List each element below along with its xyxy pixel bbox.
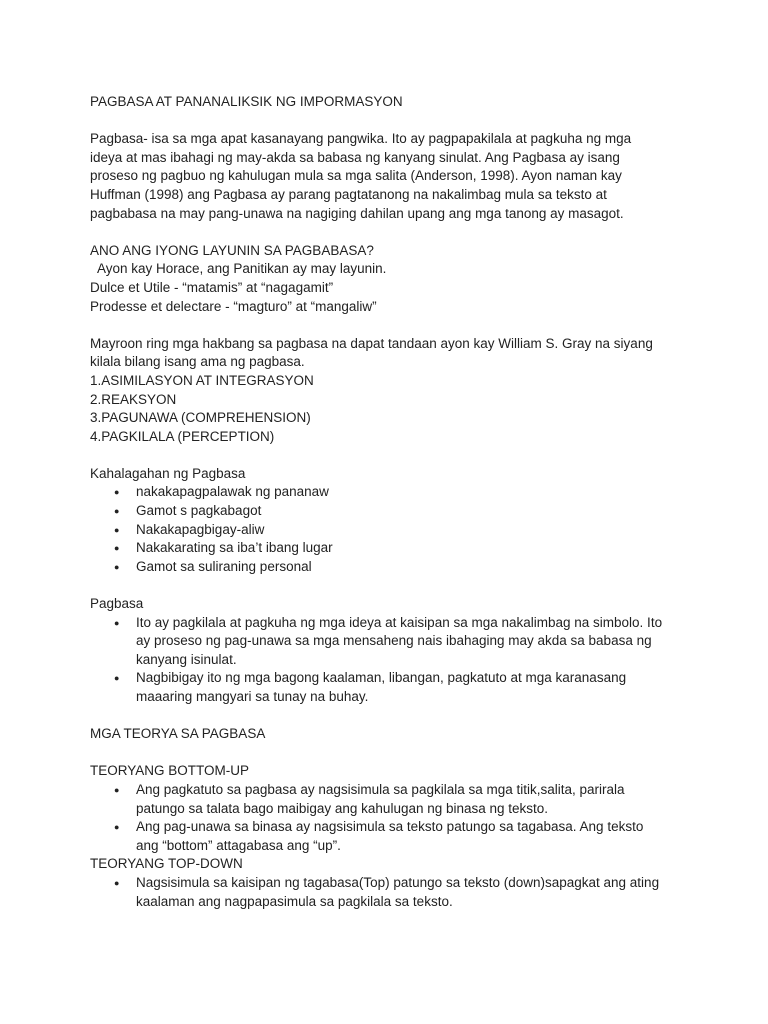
list-item [90,614,690,670]
step-item: 4.PAGKILALA (PERCEPTION) [90,428,275,444]
item-line: Nagbibigay ito ng mga bagong kaalaman, libangan, pagkatuto at mga karanasang [136,670,627,686]
step-item: 1.ASIMILASYON AT INTEGRASYON [90,372,314,388]
teorya-heading: MGA TEORYA SA PAGBASA [90,726,266,742]
list-item [90,818,690,855]
prodesse-line: Prodesse et delectare - “magturo” at “mangaliw” [90,298,377,314]
list-item: ● Gamot sa suliraning personal [90,558,690,577]
list-item: ● nakakapagpalawak ng pananaw [90,483,690,502]
document-body [90,93,690,911]
item-line: ang “bottom” attagabasa ang “up”. [136,837,341,853]
kahalagahan-heading: Kahalagahan ng Pagbasa [90,465,246,481]
step-item: 2.REAKSYON [90,391,177,407]
text-line: ideya at mas ibahagi ng may-akda sa babasa ng kanyang sinulat. Ang Pagbasa ay isang [90,149,620,165]
dulce-line: Dulce et Utile - “matamis” at “nagagamit” [90,279,334,295]
item-line: Ang pagkatuto sa pagbasa ay nagsisimula sa pagkilala sa mga titik,salita, parirala [136,781,625,797]
list-item: ● Gamot s pagkabagot [90,502,690,521]
item-line: ay proseso ng pag-unawa sa mga mensaheng nais ibahaging may akda sa babasa ng [136,633,652,649]
bottomup-heading: TEORYANG BOTTOM-UP [90,763,250,779]
item-line: Ang pag-unawa sa binasa ay nagsisimula sa teksto patungo sa tagabasa. Ang teksto [136,819,644,835]
list-item [90,669,690,706]
text-line: kilala bilang isang ama ng pagbasa. [90,354,305,370]
kahalagahan-list [90,483,690,576]
intro-paragraph [90,130,690,223]
hakbang-paragraph [90,335,690,372]
item-line: Ito ay pagkilala at pagkuha ng mga ideya at kaisipan sa mga nakalimbag na simbolo. Ito [136,614,663,630]
text-line: Pagbasa- isa sa mga apat kasanayang pangwika. Ito ay pagpapakilala at pagkuha ng mga [90,131,632,147]
item-line: Nagsisimula sa kaisipan ng tagabasa(Top) patungo sa teksto (down)sapagkat ang ating [136,874,660,890]
item-line: maaaring mangyari sa tunay na buhay. [136,689,369,704]
list-item [90,874,690,911]
text-line: pagbabasa na may pang-unawa na nagiging dahilan upang ang mga tanong ay masagot. [90,205,624,221]
item-line: kaalaman ang nagpapasimula sa pagkilala sa teksto. [136,893,453,909]
layunin-heading: ANO ANG IYONG LAYUNIN SA PAGBABASA? [90,242,374,258]
step-item: 3.PAGUNAWA (COMPREHENSION) [90,410,311,426]
pagbasa-list [90,614,690,707]
list-item [90,781,690,818]
item-line: patungo sa talata bago maibigay ang kahulugan ng binasa ng teksto. [136,800,549,816]
text-line: Huffman (1998) ang Pagbasa ay parang pagtatanong na nakalimbag mula sa teksto at [90,186,607,202]
pagbasa-heading: Pagbasa [90,596,144,612]
text-line: Mayroon ring mga hakbang sa pagbasa na dapat tandaan ayon kay William S. Gray na siyang [90,335,653,351]
horace-line: Ayon kay Horace, ang Panitikan ay may layunin. [97,261,387,277]
bottomup-list [90,781,690,855]
document-title: PAGBASA AT PANANALIKSIK NG IMPORMASYON [90,94,403,109]
list-item: ● Nakakapagbigay-aliw [90,521,690,540]
text-line: proseso ng pagbuo ng kahulugan mula sa mga salita (Anderson, 1998). Ayon naman kay [90,168,622,184]
topdown-list [90,874,690,911]
item-line: kanyang isinulat. [136,651,237,667]
topdown-heading: TEORYANG TOP-DOWN [90,856,243,872]
list-item: ● Nakakarating sa iba’t ibang lugar [90,539,690,558]
